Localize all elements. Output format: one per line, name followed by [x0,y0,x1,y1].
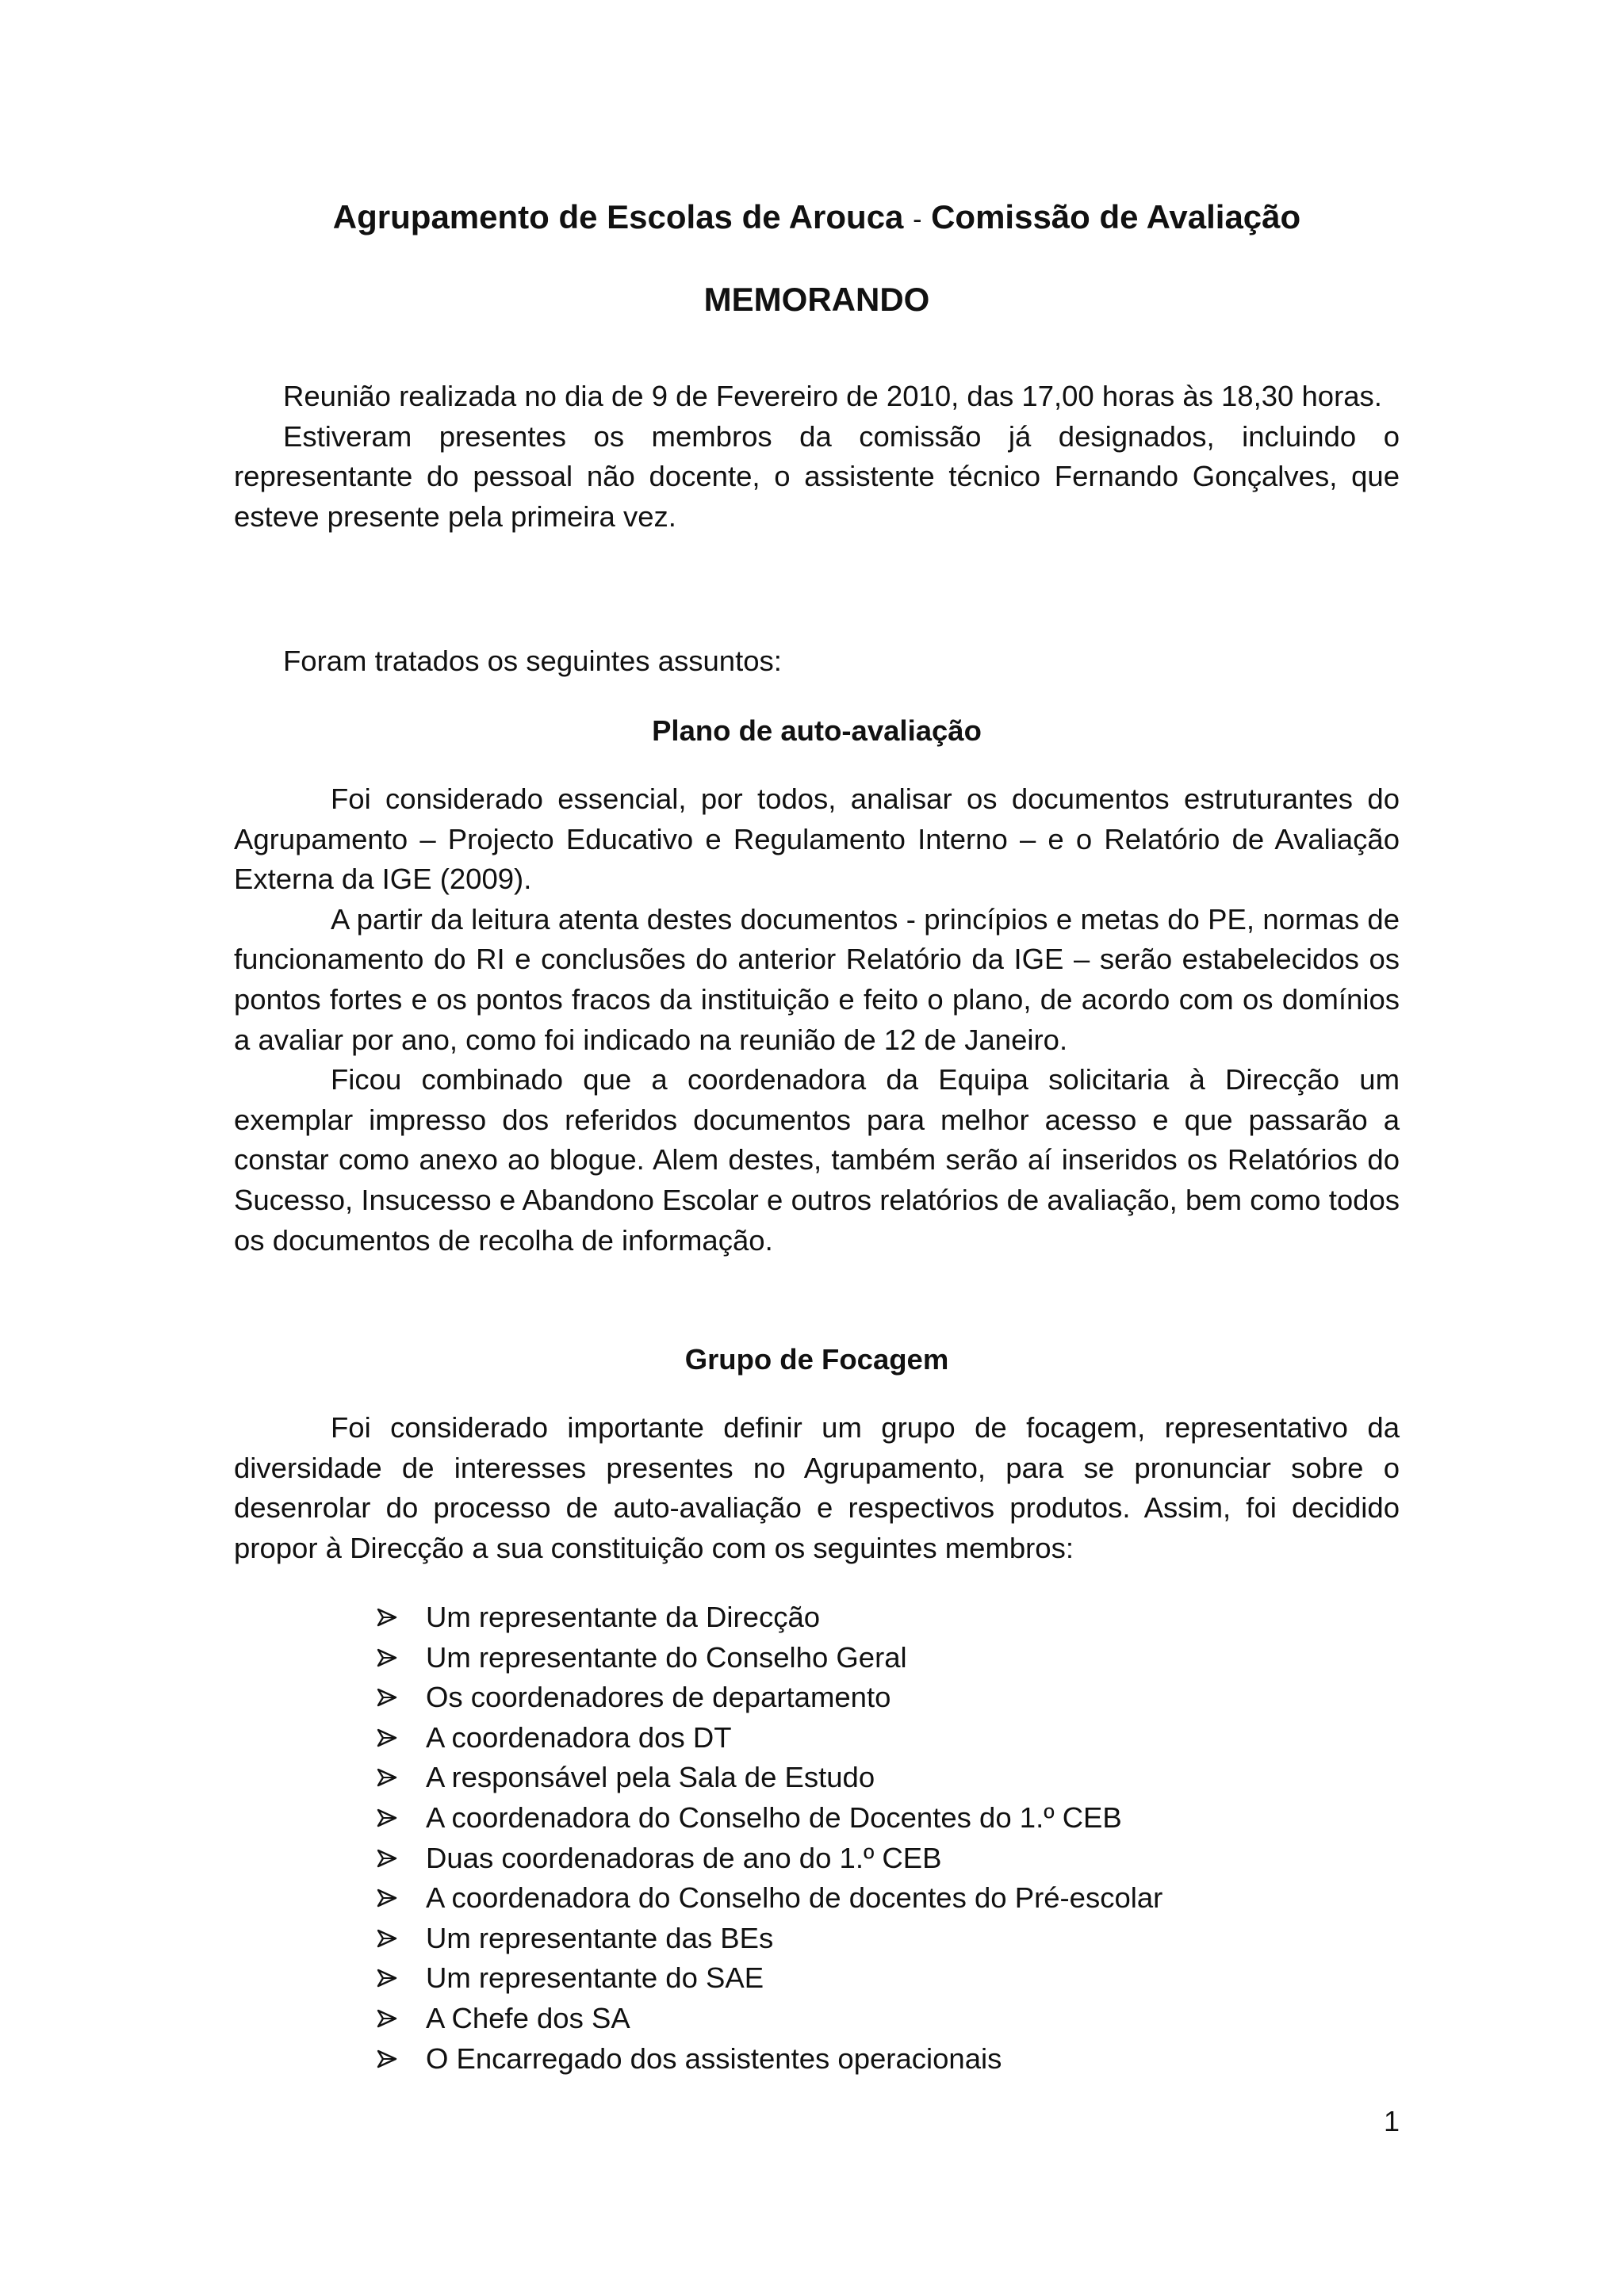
list-item [377,1958,1328,1999]
document-page [234,0,1400,2296]
list-item-text: O Encarregado dos assistentes operacionais [426,2042,1002,2075]
topics-intro: Foram tratados os seguintes assuntos: [283,645,782,677]
plan-paragraph: Ficou combinado que a coordenadora da Equipa solicitaria à Direcção um exemplar impresso dos referidos documentos para melhor acesso e que passarão a constar como anexo ao blogue. Alem destes, também serão aí inseridos os Relatórios do Sucesso, Insucesso e Abandono Escolar e outros relatórios de avaliação, bem como todos os documentos de recolha de informação. [234,1063,1400,1257]
list-item-text: A coordenadora do Conselho de Docentes do 1.º CEB [426,1800,1122,1834]
list-item-text: Um representante da Direcção [426,1601,821,1633]
topics-intro-block [234,641,1400,682]
list-item [377,1999,1328,2039]
list-item [377,1878,1328,1919]
arrow-bullet-icon [377,1608,397,1627]
list-item [377,2039,1328,2080]
list-item-text: Duas coordenadoras de ano do 1.º CEB [426,1841,942,1874]
attendees-paragraph: Estiveram presentes os membros da comissão já designados, incluindo o representante do pessoal não docente, o assistente técnico Fernando Gonçalves, que esteve presente pela primeira vez. [234,419,1400,533]
title-organization: Agrupamento de Escolas de Arouca [332,198,904,235]
list-item [377,1798,1328,1839]
list-item [377,1839,1328,1879]
section-heading-focus-group: Grupo de Focagem [684,1343,949,1376]
arrow-bullet-icon [377,1849,397,1868]
list-item [377,1678,1328,1718]
arrow-bullet-icon [377,1888,397,1908]
arrow-bullet-icon [377,1728,397,1747]
intro-block [234,377,1400,537]
arrow-bullet-icon [377,1768,397,1787]
arrow-bullet-icon [377,1648,397,1667]
list-item [377,1598,1328,1638]
title-separator: - [913,205,922,235]
arrow-bullet-icon [377,1808,397,1827]
arrow-bullet-icon [377,1969,397,1988]
list-item [377,1718,1328,1758]
list-item-text: A coordenadora do Conselho de docentes do Pré-escolar [426,1881,1163,1915]
title-commission: Comissão de Avaliação [931,198,1301,235]
list-item-text: A coordenadora dos DT [426,1720,732,1754]
focus-group-paragraph: Foi considerado importante definir um grupo de focagem, representativo da diversidade de interesses presentes no Agrupamento, para se pronunciar sobre o desenrolar do processo de auto-avaliação e respectivos produtos. Assim, foi decidido propor à Direcção a sua constituição com os seguintes membros: [234,1411,1400,1564]
plan-paragraph: Foi considerado essencial, por todos, analisar os documentos estruturantes do Agrupamento – Projecto Educativo e Regulamento Interno – e o Relatório de Avaliação Externa da IGE (2009). [234,783,1400,896]
document-title [234,193,1400,243]
plan-paragraph: A partir da leitura atenta destes documentos - princípios e metas do PE, normas de funcionamento do RI e conclusões do anterior Relatório da IGE – serão estabelecidos os pontos fortes e os pontos fracos da instituição e feito o plano, de acordo com os domínios a avaliar por ano, como foi indicado na reunião de 12 de Janeiro. [234,902,1400,1056]
list-item-text: Um representante das BEs [426,1921,774,1954]
list-item-text: Um representante do Conselho Geral [426,1640,907,1674]
list-item [377,1638,1328,1678]
arrow-bullet-icon [377,2009,397,2028]
self-evaluation-plan-block [234,779,1400,1261]
focus-group-members-list [377,1598,1328,2079]
meeting-paragraph: Reunião realizada no dia de 9 de Fevereiro de 2010, das 17,00 horas às 18,30 horas. [283,380,1382,412]
section-heading-self-evaluation-plan: Plano de auto-avaliação [652,714,982,747]
list-item [377,1758,1328,1798]
list-item-text: Um representante do SAE [426,1961,764,1995]
arrow-bullet-icon [377,1929,397,1948]
list-item-text: A Chefe dos SA [426,2001,630,2034]
list-item-text: Os coordenadores de departamento [426,1681,891,1714]
page-number: 1 [1383,2105,1400,2137]
memo-heading: MEMORANDO [703,281,930,318]
list-item-text: A responsável pela Sala de Estudo [426,1761,875,1794]
arrow-bullet-icon [377,2049,397,2068]
focus-group-block [234,1408,1400,1568]
arrow-bullet-icon [377,1688,397,1707]
list-item [377,1919,1328,1959]
